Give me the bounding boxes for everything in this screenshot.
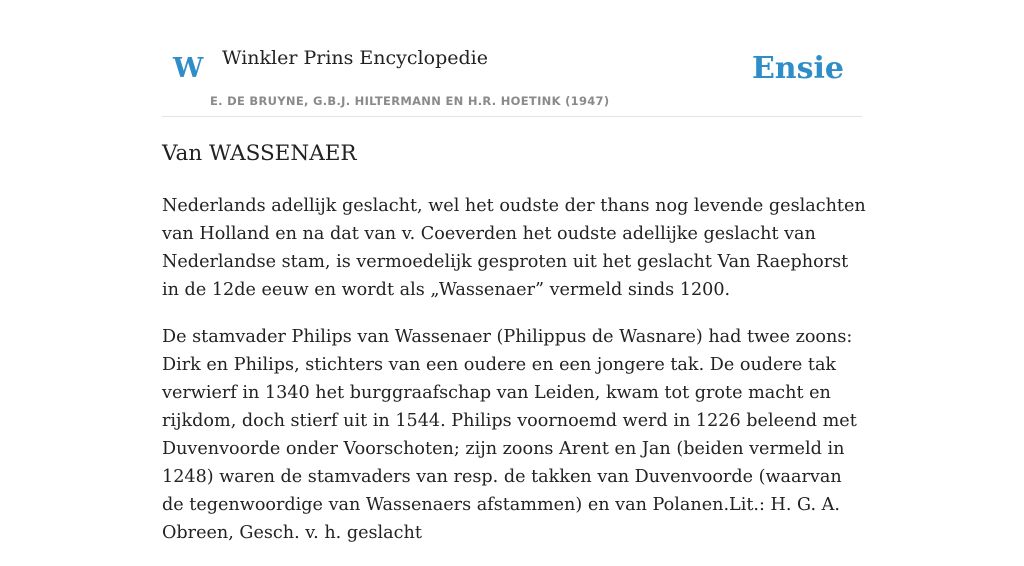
article-title: Van WASSENAER (162, 141, 357, 166)
logo-w-icon[interactable]: W (173, 53, 204, 84)
publication-authors: E. DE BRUYNE, G.B.J. HILTERMANN EN H.R. HOETINK (1947) (210, 94, 610, 108)
article-paragraph: Nederlands adellijk geslacht, wel het oudste der thans nog levende geslachten van Holland en na dat van v. Coeverden het oudste adellijke geslacht van Nederlandse stam, is vermoedelijk gesproten uit het geslacht Van Raephorst in de 12de eeuw en wordt als „Wassenaer” vermeld sinds 1200. (162, 196, 866, 300)
article (162, 138, 868, 566)
ensie-logo[interactable]: Ensie (751, 51, 844, 86)
article-paragraph: De stamvader Philips van Wassenaer (Philippus de Wasnare) had twee zoons: Dirk en Philips, stichters van een oudere en een jongere tak. De oudere tak verwierf in 1340 het burggraafschap van Leiden, kwam tot grote macht en rijkdom, doch stierf uit in 1544. Philips voornoemd werd in 1226 beleend met Duvenvoorde onder Voorschoten; zijn zoons Arent en Jan (beiden vermeld in 1248) waren de stamvaders van resp. de takken van Duvenvoorde (waarvan de tegenwoordige van Wassenaers afstammen) en van Polanen.Lit.: H. G. A. Obreen, Gesch. v. h. geslacht (162, 327, 857, 543)
site-header (162, 40, 862, 117)
publication-title[interactable]: Winkler Prins Encyclopedie (222, 47, 488, 69)
